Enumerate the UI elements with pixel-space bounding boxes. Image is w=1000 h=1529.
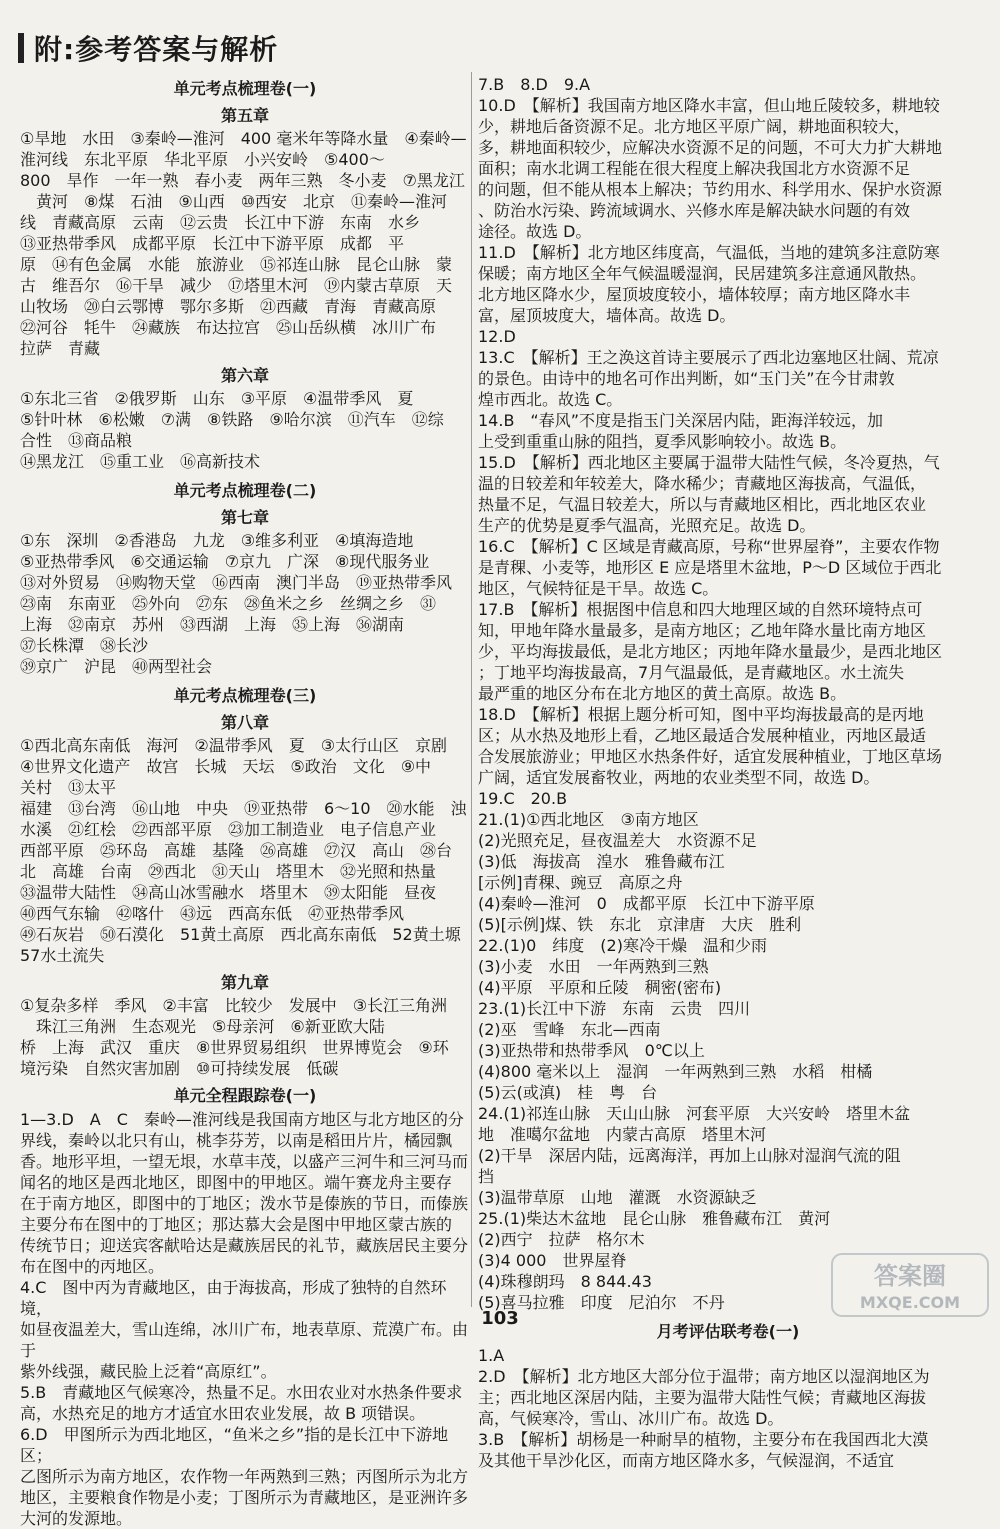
text-line: 的问题，但不能从根本上解决；节约用水、科学用水、保护水资源 [478, 180, 943, 199]
text-line: 区；从水热及地形上看，乙地区最适合发展种植业，丙地区最适 [478, 726, 927, 745]
text-line: (4)平原 平原和丘陵 稠密(密布) [478, 978, 722, 997]
text-line: 布在图中的丙地区。 [20, 1257, 165, 1276]
watermark-text-2: MXQE.COM [859, 1293, 961, 1312]
text-line: 22.(1)0 纬度 (2)寒冷干燥 温和少雨 [478, 936, 767, 955]
chapter-title: 第七章 [220, 508, 269, 527]
text-line: 21.(1)①西北地区 ③南方地区 [478, 810, 699, 829]
text-line: (3)温带草原 山地 灌溉 水资源缺乏 [478, 1188, 757, 1207]
text-line: 24.(1)祁连山脉 天山山脉 河套平原 大兴安岭 塔里木盆 [478, 1104, 911, 1123]
text-line: 17.B 【解析】根据图中信息和四大地理区域的自然环境特点可 [478, 600, 923, 619]
section-title: 单元考点梳理卷(三) [173, 686, 317, 705]
text-line: 的景色。由诗中的地名可作出判断，如“玉门关”在今甘肃敦 [478, 369, 895, 388]
text-line: 珠江三角洲 生态观光 ⑤母亲河 ⑥新亚欧大陆 [20, 1017, 385, 1036]
text-line: 多，耕地面积较少，应解决水资源不足的问题，不可大力扩大耕地 [478, 138, 943, 157]
text-line: 23.(1)长江中下游 东南 云贵 四川 [478, 999, 751, 1018]
text-line: ㉝温带大陆性 ㉞高山冰雪融水 塔里木 ㊴太阳能 昼夜 [20, 883, 437, 902]
text-line: 闻名的地区是西北地区，即图中的甲地区。端午赛龙舟主要存 [20, 1173, 453, 1192]
text-line: 地区，主要粮食作物是小麦；丁图所示为青藏地区，是亚洲许多 [20, 1488, 469, 1507]
text-line: 广阔，适宜发展畜牧业，两地的农业类型不同，故选 D。 [478, 768, 880, 787]
text-line: ⑤针叶林 ⑥松嫩 ⑦满 ⑧铁路 ⑨哈尔滨 ⑪汽车 ⑫综 [20, 410, 444, 429]
text-line: 4.C 图中丙为青藏地区，由于海拔高，形成了独特的自然环境， [20, 1278, 447, 1318]
text-line: 途径。故选 D。 [478, 222, 592, 241]
left-column [20, 74, 470, 1528]
text-line: 传统节日；迎送宾客献哈达是藏族居民的礼节，藏族居民主要分 [20, 1236, 469, 1255]
text-line: 福建 ⑬台湾 ⑯山地 中央 ⑲亚热带 6～10 ⑳水能 浊 [20, 799, 467, 818]
text-line: 16.C 【解析】C 区域是青藏高原，号称“世界屋脊”，主要农作物 [478, 537, 940, 556]
text-line: 1.A [478, 1346, 505, 1365]
header-bar [18, 33, 24, 63]
text-line: ㊾石灰岩 ㊿石漠化 51黄土高原 西北高东南低 52黄土塬 [20, 925, 461, 944]
text-line: ⑭黑龙江 ⑮重工业 ⑯高新技术 [20, 452, 261, 471]
text-line: 煌市西北。故选 C。 [478, 390, 623, 409]
section-1-chapters [20, 105, 470, 472]
text-line: 原 ⑭有色金属 水能 旅游业 ⑮祁连山脉 昆仑山脉 蒙 [20, 255, 453, 274]
text-line: ①东北三省 ②俄罗斯 山东 ③平原 ④温带季风 夏 [20, 389, 414, 408]
text-line: 最严重的地区分布在北方地区的黄土高原。故选 B。 [478, 684, 847, 703]
text-line: 是青稞、小麦等，地形区 E 应是塔里木盆地，P～D 区域位于西北 [478, 558, 942, 577]
text-line: 11.D 【解析】北方地区纬度高，气温低，当地的建筑多注意防寒 [478, 243, 940, 262]
chapter-title: 第八章 [220, 713, 269, 732]
text-line: 乙图所示为南方地区，农作物一年两熟到三熟；丙图所示为北方 [20, 1467, 469, 1486]
text-line: 高，水热充足的地方才适宜水田农业发展，故 B 项错误。 [20, 1404, 426, 1423]
text-line: 知，甲地年降水量最多，是南方地区；乙地年降水量比南方地区 [478, 621, 927, 640]
text-line: 界线，秦岭以北只有山，桃李芬芳，以南是稻田片片，橘园飘 [20, 1131, 453, 1150]
text-line: 3.B 【解析】胡杨是一种耐旱的植物，主要分布在我国西北大漠 [478, 1430, 929, 1449]
answer-block-a [478, 74, 978, 1313]
text-line: 、防治水污染、跨流域调水、兴修水库是解决缺水问题的有效 [478, 201, 911, 220]
text-line: ⑬亚热带季风 成都平原 长江中下游平原 成都 平 [20, 234, 405, 253]
text-line: 关村 ⑬太平 [20, 778, 117, 797]
text-line: 大河的发源地。 [20, 1509, 133, 1528]
text-line: (4)800 毫米以上 湿润 一年两熟到三熟 水稻 柑橘 [478, 1062, 873, 1081]
text-line: 地 准噶尔盆地 内蒙古高原 塔里木河 [478, 1125, 767, 1144]
text-line: 上海 ㉜南京 苏州 ㉝西湖 上海 ㉟上海 ㊱湖南 [20, 615, 405, 634]
text-line: ㉓南 东南亚 ㉕外向 ㉗东 ㉘鱼米之乡 丝绸之乡 ㉛ [20, 594, 437, 613]
text-line: (2)西宁 拉萨 格尔木 [478, 1230, 645, 1249]
text-line: 及其他干旱沙化区，而南方地区降水多，气候湿润，不适宜 [478, 1451, 895, 1470]
answer-block-b [478, 1345, 978, 1471]
text-line: 地区，气候特征是干旱。故选 C。 [478, 579, 719, 598]
text-line: 保暖；南方地区全年气候温暖湿润，民居建筑多注意通风散热。 [478, 264, 927, 283]
text-line: (3)小麦 水田 一年两熟到三熟 [478, 957, 709, 976]
text-line: 水溪 ㉑红桧 ㉒西部平原 ㉓加工制造业 电子信息产业 [20, 820, 437, 839]
text-line: 山牧场 ⑳白云鄂博 鄂尔多斯 ㉑西藏 青海 青藏高原 [20, 297, 437, 316]
text-line: 6.D 甲图所示为西北地区，“鱼米之乡”指的是长江中下游地区； [20, 1425, 449, 1465]
text-line: 12.D [478, 327, 516, 346]
text-line: (4)珠穆朗玛 8 844.43 [478, 1272, 652, 1291]
chapter-title: 第九章 [220, 973, 269, 992]
text-line: 15.D 【解析】西北地区主要属于温带大陆性气候，冬冷夏热，气 [478, 453, 940, 472]
text-line: 5.B 青藏地区气候寒冷，热量不足。水田农业对水热条件要求 [20, 1383, 463, 1402]
section-title: 单元全程跟踪卷(一) [173, 1086, 317, 1105]
text-line: 热量不足，气温日较差大，所以与青藏地区相比，西北地区农业 [478, 495, 927, 514]
section-3-chapters [20, 712, 470, 1079]
text-line: 淮河线 东北平原 华北平原 小兴安岭 ⑤400～ [20, 150, 385, 169]
text-line: 挡 [478, 1167, 495, 1186]
text-line: ①西北高东南低 海河 ②温带季风 夏 ③太行山区 京剧 [20, 736, 448, 755]
chapter-title: 第六章 [220, 366, 269, 385]
text-line: 在于南方地区，即图中的丁地区；泼水节是傣族的节日，而傣族 [20, 1194, 469, 1213]
text-line: 25.(1)柴达木盆地 昆仑山脉 雅鲁藏布江 黄河 [478, 1209, 831, 1228]
text-line: (5)[示例]煤、铁 东北 京津唐 大庆 胜利 [478, 915, 802, 934]
text-line: (5)喜马拉雅 印度 尼泊尔 不丹 [478, 1293, 725, 1312]
text-line: (2)光照充足，昼夜温差大 水资源不足 [478, 831, 757, 850]
text-line: ㊴京广 沪昆 ㊵两型社会 [20, 657, 213, 676]
text-line: 7.B 8.D 9.A [478, 75, 591, 94]
text-line: ㊵西气东输 ㊷喀什 ㊸远 西高东低 ㊼亚热带季风 [20, 904, 405, 923]
text-line: ①东 深圳 ②香港岛 九龙 ③维多利亚 ④填海造地 [20, 531, 414, 550]
page-title: 附:参考答案与解析 [34, 33, 279, 66]
text-line: (3)亚热带和热带季风 0℃以上 [478, 1041, 705, 1060]
text-line: ㊲长株潭 ㊳长沙 [20, 636, 149, 655]
text-line: 合性 ⑬商品粮 [20, 431, 133, 450]
text-line: 境污染 自然灾害加剧 ⑩可持续发展 低碳 [20, 1059, 339, 1078]
text-line: 富，屋顶坡度大，墙体高。故选 D。 [478, 306, 736, 325]
text-line: (2)巫 雪峰 东北—西南 [478, 1020, 661, 1039]
text-line: 紫外线强，藏民脸上泛着“高原红”。 [20, 1362, 277, 1381]
text-line: ①复杂多样 季风 ②丰富 比较少 发展中 ③长江三角洲 [20, 996, 448, 1015]
text-line: 1—3.D A C 秦岭—淮河线是我国南方地区与北方地区的分 [20, 1110, 464, 1129]
section-2-chapters [20, 507, 470, 677]
page-number: 103 [481, 1308, 519, 1329]
text-line: 黄河 ⑧煤 石油 ⑨山西 ⑩西安 北京 ⑪秦岭—淮河 [20, 192, 448, 211]
text-line: [示例]青稞、豌豆 高原之舟 [478, 873, 683, 892]
text-line: ④世界文化遗产 故宫 长城 天坛 ⑤政治 文化 ⑨中 [20, 757, 432, 776]
text-line: (4)秦岭—淮河 0 成都平原 长江中下游平原 [478, 894, 815, 913]
section-title: 月考评估联考卷(一) [656, 1322, 800, 1341]
text-line: 10.D 【解析】我国南方地区降水丰富，但山地丘陵较多，耕地较 [478, 96, 940, 115]
section-title: 单元考点梳理卷(二) [173, 481, 317, 500]
text-line: (5)云(或滇) 桂 粤 台 [478, 1083, 658, 1102]
text-line: 西部平原 ㉕环岛 高雄 基隆 ㉖高雄 ㉗汉 高山 ㉘台 [20, 841, 453, 860]
text-line: 北 高雄 台南 ㉙西北 ㉛天山 塔里木 ㉜光照和热量 [20, 862, 437, 881]
text-line: 主要分布在图中的丁地区；那达慕大会是图中甲地区蒙古族的 [20, 1215, 453, 1234]
text-line: 香。地形平坦，一望无垠，水草丰茂，以盛产三河牛和三河马而 [20, 1152, 469, 1171]
text-line: 800 旱作 一年一熟 春小麦 两年三熟 冬小麦 ⑦黑龙江 [20, 171, 465, 190]
section-4-answers [20, 1109, 470, 1529]
text-line: 主；西北地区深居内陆，主要为温带大陆性气候；青藏地区海拔 [478, 1388, 927, 1407]
section-title: 单元考点梳理卷(一) [173, 79, 317, 98]
text-line: 生产的优势是夏季气温高，光照充足。故选 D。 [478, 516, 816, 535]
text-line: 13.C 【解析】王之涣这首诗主要展示了西北边塞地区壮阔、荒凉 [478, 348, 939, 367]
text-line: 上受到重重山脉的阻挡，夏季风影响较小。故选 B。 [478, 432, 847, 451]
text-line: (2)干旱 深居内陆，远离海洋，再加上山脉对湿润气流的阻 [478, 1146, 901, 1165]
text-line: 57水土流失 [20, 946, 105, 965]
chapter-title: 第五章 [220, 106, 269, 125]
watermark-logo [830, 1250, 990, 1320]
page-header [18, 28, 978, 68]
text-line: 2.D 【解析】北方地区大部分位于温带；南方地区以湿润地区为 [478, 1367, 930, 1386]
text-line: ；丁地平均海拔最高，7月气温最低，是青藏地区。水土流失 [478, 663, 905, 682]
text-line: 合发展旅游业；甲地区水热条件好，适宜发展种植业，丁地区草场 [478, 747, 943, 766]
text-line: 14.B “春风”不度是指玉门关深居内陆，距海洋较远，加 [478, 411, 884, 430]
text-line: 温的日较差和年较差大，降水稀少；青藏地区海拔高，气温低， [478, 474, 927, 493]
column-divider [471, 72, 472, 1307]
text-line: ⑬对外贸易 ⑭购物天堂 ⑯西南 澳门半岛 ⑲亚热带季风 [20, 573, 453, 592]
text-line: 线 青藏高原 云南 ⑫云贵 长江中下游 东南 水乡 [20, 213, 421, 232]
text-line: 少，耕地后备资源不足。北方地区平原广阔，耕地面积较大， [478, 117, 911, 136]
text-line: 桥 上海 武汉 重庆 ⑧世界贸易组织 世界博览会 ⑨环 [20, 1038, 449, 1057]
text-line: 19.C 20.B [478, 789, 568, 808]
text-line: 北方地区降水少，屋顶坡度较小，墙体较厚；南方地区降水丰 [478, 285, 911, 304]
text-line: ①旱地 水田 ③秦岭—淮河 400 毫米年等降水量 ④秦岭— [20, 129, 467, 148]
text-line: 如昼夜温差大，雪山连绵，冰川广布，地表草原、荒漠广布。由于 [20, 1320, 469, 1360]
text-line: (3)4 000 世界屋脊 [478, 1251, 627, 1270]
text-line: 高，气候寒冷，雪山、冰川广布。故选 D。 [478, 1409, 784, 1428]
text-line: 拉萨 青藏 [20, 339, 101, 358]
text-line: (3)低 海拔高 湟水 雅鲁藏布江 [478, 852, 725, 871]
text-line: 少，平均海拔最低，是北方地区；丙地年降水量最少，是西北地区 [478, 642, 943, 661]
text-line: ⑤亚热带季风 ⑥交通运输 ⑦京九 广深 ⑧现代服务业 [20, 552, 430, 571]
watermark-text-1: 答案圈 [874, 1262, 946, 1290]
text-line: ㉒河谷 牦牛 ㉔藏族 布达拉宫 ㉕山岳纵横 冰川广布 [20, 318, 437, 337]
text-line: 18.D 【解析】根据上题分析可知，图中平均海拔最高的是丙地 [478, 705, 924, 724]
text-line: 面积；南水北调工程能在很大程度上解决我国北方水资源不足 [478, 159, 911, 178]
text-line: 古 维吾尔 ⑯干旱 减少 ⑰塔里木河 ⑲内蒙古草原 天 [20, 276, 453, 295]
